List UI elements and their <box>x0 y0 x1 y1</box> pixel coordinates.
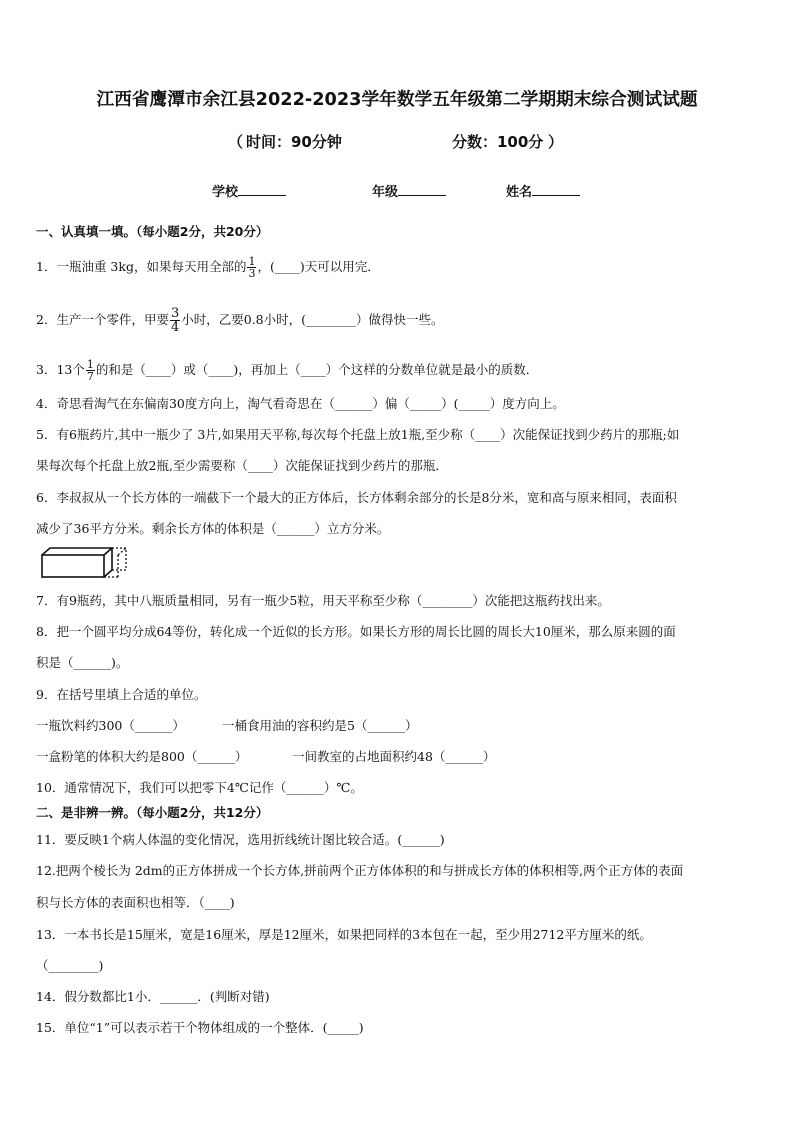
question-9-c: 一盒粉笔的体积大约是800（______） <box>36 749 248 764</box>
question-5-line-1: 5．有6瓶药片,其中一瓶少了 3片,如果用天平称,每次每个托盘上放1瓶,至少称（____）次能保证找到少药片的那瓶;如 <box>36 427 680 442</box>
question-8-line-2: 积是（______)。 <box>36 655 129 670</box>
q3-text-a: 3．13个 <box>36 362 85 377</box>
question-8-line-1: 8．把一个圆平均分成64等份，转化成一个近似的长方形。如果长方形的周长比圆的周长大10厘米，那么原来圆的面 <box>36 624 676 639</box>
section-1-heading: 一、认真填一填。（每小题2分，共20分） <box>36 224 269 239</box>
exam-score: 分数：100分 <box>452 133 544 151</box>
question-7: 7．有9瓶药，其中八瓶质量相同，另有一瓶少5粒，用天平称至少称（________）次能把这瓶药找出来。 <box>36 593 610 608</box>
grade-field[interactable] <box>372 181 446 200</box>
paren-open: （ <box>228 133 244 151</box>
question-9-b: 一桶食用油的容积约是5（______） <box>222 718 418 733</box>
q1-denominator: 3 <box>248 267 256 280</box>
cuboid-figure <box>40 545 140 581</box>
question-6-line-2: 减少了36平方分米。剩余长方体的体积是（______）立方分米。 <box>36 521 390 536</box>
q3-denominator: 7 <box>86 370 94 383</box>
paren-close: ） <box>548 133 564 151</box>
section-2-heading: 二、是非辨一辨。（每小题2分，共12分） <box>36 805 269 820</box>
q3-numerator: 1 <box>86 358 94 371</box>
question-2 <box>36 307 444 334</box>
q2-numerator: 3 <box>170 306 180 321</box>
school-blank[interactable] <box>238 183 286 196</box>
q2-denominator: 4 <box>170 320 180 335</box>
exam-time: 时间：90分钟 <box>246 133 342 151</box>
q1-numerator: 1 <box>248 255 256 268</box>
name-field[interactable] <box>506 181 580 200</box>
question-9-a: 一瓶饮料约300（______） <box>36 718 185 733</box>
question-13-line-2: （________) <box>36 958 104 973</box>
question-5-line-2: 果每次每个托盘上放2瓶,至少需要称（____）次能保证找到少药片的那瓶． <box>36 458 448 473</box>
question-10: 10．通常情况下，我们可以把零下4℃记作（______）℃。 <box>36 780 363 795</box>
name-blank[interactable] <box>532 183 580 196</box>
question-9: 9．在括号里填上合适的单位。 <box>36 687 207 702</box>
question-11: 11．要反映1个病人体温的变化情况，选用折线统计图比较合适。(______) <box>36 832 445 847</box>
question-4: 4．奇思看淘气在东偏南30度方向上，淘气看奇思在（______）偏（_____）(_____）度方向上。 <box>36 396 565 411</box>
q1-text-a: 1．一瓶油重 3kg，如果每天用全部的 <box>36 259 247 274</box>
cut-cube-outline <box>112 548 126 570</box>
question-6-line-1: 6．李叔叔从一个长方体的一端截下一个最大的正方体后，长方体剩余部分的长是8分米，宽和高与原来相同，表面积 <box>36 490 677 505</box>
cuboid-back-edges <box>42 548 112 577</box>
q2-fraction <box>170 307 180 334</box>
q1-text-b: ，(____)天可以用完． <box>257 259 380 274</box>
school-label: 学校 <box>212 185 239 200</box>
name-label: 姓名 <box>506 185 533 200</box>
grade-blank[interactable] <box>398 183 446 196</box>
question-15: 15．单位“1”可以表示若干个物体组成的一个整体．(_____) <box>36 1020 364 1035</box>
q1-fraction <box>247 256 256 279</box>
cut-cube-edge <box>118 548 126 555</box>
q2-text-a: 2．生产一个零件，甲要 <box>36 312 169 327</box>
question-3 <box>36 359 538 382</box>
question-12-line-1: 12.把两个棱长为 2dm的正方体拼成一个长方体,拼前两个正方体体积的和与拼成长方体的体积相等,两个正方体的表面 <box>36 863 684 878</box>
grade-label: 年级 <box>372 185 399 200</box>
question-9-d: 一间教室的占地面积约48（______） <box>292 749 496 764</box>
cuboid-front-face <box>42 555 104 577</box>
question-1 <box>36 256 380 279</box>
q3-fraction <box>86 359 95 382</box>
page-title: 江西省鹰潭市余江县2022-2023学年数学五年级第二学期期末综合测试试题 <box>96 90 698 110</box>
question-13-line-1: 13．一本书长是15厘米，宽是16厘米，厚是12厘米，如果把同样的3本包在一起，至少用2712平方厘米的纸。 <box>36 927 652 942</box>
question-12-line-2: 积与长方体的表面积也相等．（____) <box>36 895 235 910</box>
exam-info <box>0 131 794 151</box>
question-14: 14．假分数都比1小．______．(判断对错) <box>36 989 270 1004</box>
q3-text-b: 的和是（____）或（____)，再加上（____）个这样的分数单位就是最小的质数． <box>95 362 539 377</box>
student-info-fields <box>0 181 794 201</box>
q2-text-b: 小时，乙要0.8小时，(________）做得快一些。 <box>181 312 444 327</box>
cuboid-top-edge <box>104 548 112 555</box>
school-field[interactable] <box>212 181 286 200</box>
